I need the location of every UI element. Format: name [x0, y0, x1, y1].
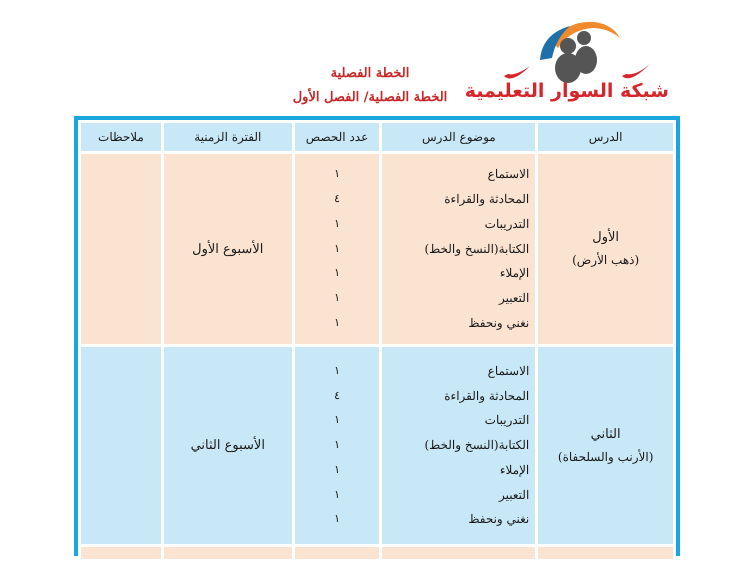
- count-item: ١: [334, 413, 340, 427]
- topic-list: [382, 359, 535, 533]
- header-notes: ملاحظات: [81, 123, 161, 151]
- table-row: [81, 347, 673, 544]
- table-row-partial: [81, 547, 673, 559]
- count-item: ٤: [334, 388, 340, 402]
- lesson-name: الثاني: [590, 426, 621, 442]
- table-header-row: [81, 123, 673, 151]
- period-cell: [164, 154, 292, 344]
- topic-item: نغني ونحفظ: [468, 512, 530, 527]
- count-item: ١: [334, 241, 340, 255]
- lesson-subtitle: (الأرنب والسلحفاة): [557, 449, 654, 464]
- plan-table-frame: [74, 116, 680, 556]
- topic-item: الكتابة(النسخ والخط): [424, 438, 530, 453]
- count-list: [295, 359, 380, 533]
- lesson-cell: [538, 154, 673, 344]
- topic-item: التدريبات: [484, 413, 530, 428]
- empty-cell: [81, 547, 161, 559]
- topic-item: نغني ونحفظ: [468, 315, 530, 330]
- topic-item: التعبير: [499, 487, 530, 502]
- count-list: [295, 162, 380, 336]
- page-subtitle: الخطة الفصلية/ الفصل الأول: [292, 90, 448, 105]
- count-item: ١: [334, 216, 340, 230]
- header-lesson: الدرس: [538, 123, 673, 151]
- count-item: ١: [334, 315, 340, 329]
- table-row: [81, 154, 673, 344]
- count-item: ١: [334, 438, 340, 452]
- count-item: ١: [334, 487, 340, 501]
- notes-cell: [81, 154, 161, 344]
- topics-cell: [382, 347, 535, 544]
- counts-cell: [295, 347, 380, 544]
- topic-list: [382, 162, 535, 336]
- count-item: ٤: [334, 192, 340, 205]
- count-item: ١: [334, 266, 340, 280]
- notes-cell: [81, 347, 161, 544]
- empty-cell: [382, 547, 535, 559]
- topic-item: الإملاء: [499, 266, 530, 281]
- period-text: الأسبوع الأول: [192, 241, 264, 257]
- plan-table: [78, 120, 676, 562]
- empty-cell: [164, 547, 292, 559]
- page-title: الخطة الفصلية: [330, 66, 410, 81]
- counts-cell: [295, 154, 380, 344]
- count-item: ١: [334, 512, 340, 526]
- header-period: الفترة الزمنية: [164, 123, 292, 151]
- topic-item: التدريبات: [484, 216, 530, 231]
- count-item: ١: [334, 167, 340, 181]
- empty-cell: [538, 547, 673, 559]
- topic-item: الكتابة(النسخ والخط): [424, 241, 530, 256]
- period-text: الأسبوع الثاني: [190, 438, 265, 453]
- topic-item: المحادثة والقراءة: [444, 388, 530, 403]
- period-cell: [164, 347, 292, 544]
- lesson-name: الأول: [592, 230, 620, 245]
- lesson-cell: [538, 347, 673, 544]
- topic-item: الاستماع: [487, 363, 530, 378]
- topic-item: الإملاء: [499, 462, 530, 477]
- count-item: ١: [334, 291, 340, 305]
- header-count: عدد الحصص: [295, 123, 380, 151]
- count-item: ١: [334, 363, 340, 377]
- topic-item: المحادثة والقراءة: [444, 192, 530, 206]
- topic-item: التعبير: [499, 291, 530, 306]
- topics-cell: [382, 154, 535, 344]
- topic-item: الاستماع: [487, 167, 530, 182]
- empty-cell: [295, 547, 380, 559]
- header-topic: موضوع الدرس: [382, 123, 535, 151]
- count-item: ١: [334, 462, 340, 476]
- lesson-subtitle: (ذهب الأرض): [572, 253, 640, 267]
- logo-text: شبكة السوار التعليمية: [464, 80, 669, 102]
